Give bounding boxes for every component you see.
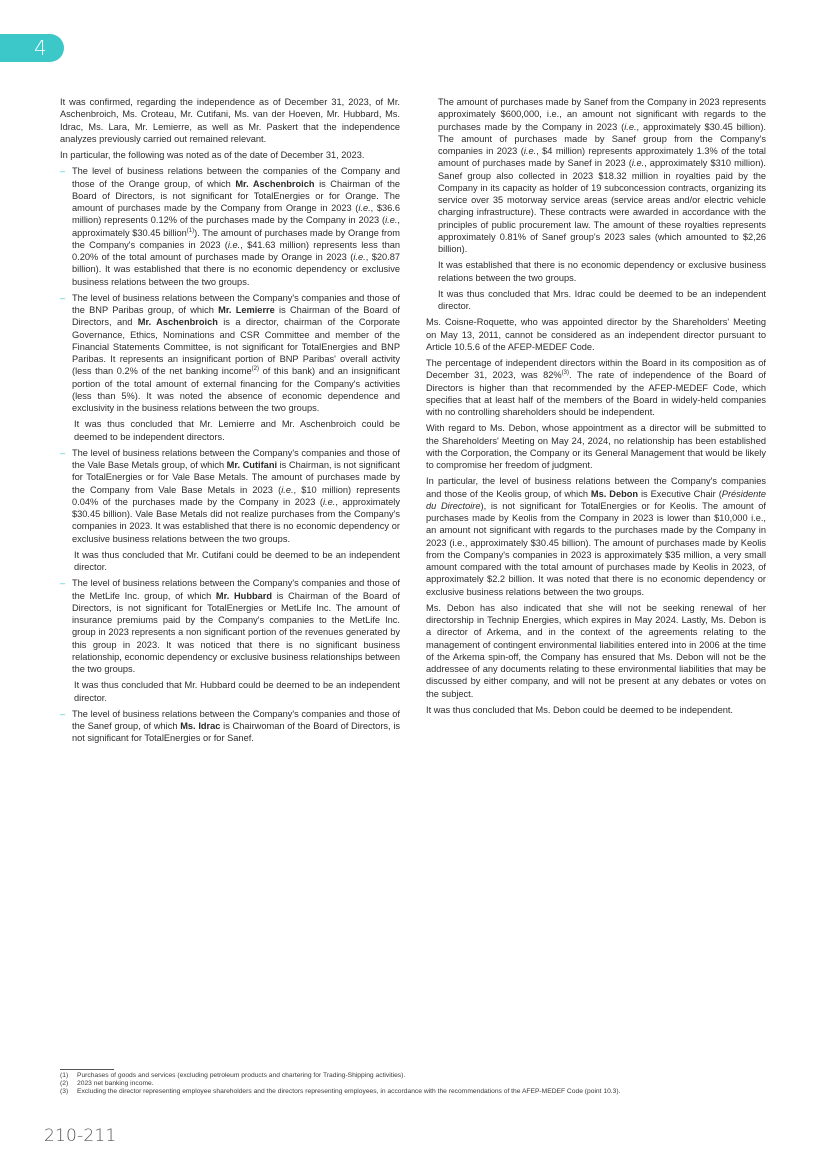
conclusion-hubbard: It was thus concluded that Mr. Hubbard could be deemed to be an independent director. [74,680,400,703]
footnote-text: 2023 net banking income. [77,1080,154,1087]
conclusion-lemierre-aschenbroich: It was thus concluded that Mr. Lemierre and Mr. Aschenbroich could be deemed to be independent directors. [74,419,400,442]
paragraph-keolis: In particular, the level of business relations between the Company's companies and those of the Keolis group, of which Ms. Debon is Executive Chair (Présidente du Directoire), is not significant for TotalEnergies or for Keolis. The amount of purchases made by Keolis from the Company in 2023 is lower than $10,000 i.e., an amount not significant with regards to the purchases made by the Company in 2023 (i.e., approximately $30.45 billion). The amount of purchases made by Keolis from the Company's companies in 2023 is approximately $35 million, a very small amount compared with the total amount of purchases made by Keolis in 2023, of approximately $2.2 billion. It was noted that there is no economic dependency or exclusive business relations between the two groups. [426,476,767,597]
footnote-item [60,1080,766,1088]
left-column [60,96,400,749]
chapter-tab [0,34,64,62]
paragraph-independence-percentage: The percentage of independent directors within the Board in its composition as of December 31, 2023, was 82%$^{(3)}$. The rate of independence of the Board of Directors is higher than that recommended by the AFEP-MEDEF Code, which specifies that at least half of the members of the Board in widely-held companies with no controlling shareholders should be independent. [426,358,767,417]
footnote-text: Excluding the director representing employee shareholders and the directors representing employees, in accordance with the recommendations of the AFEP-MEDEF Code (point 10.3). [77,1088,621,1095]
paragraph-debon-technip-arkema: Ms. Debon has also indicated that she will not be seeking renewal of her directorship in Technip Energies, which expires in May 2024. Lastly, Ms. Debon is a director of Arkema, and in the context of the agreements relating to the management of contingent environmental liabilities entered into in 2006 at the time of the Arkema spin-off, the Company has ensured that Ms. Debon will not be the addressee of any documents relating to these environmental liabilities that may be discussed by either company, and will not be present at any debates or votes on the subject. [426,602,766,699]
bullet-bnp-paribas: – The level of business relations between the Company's companies and those of the BNP Paribas group, of which Mr. Lemierre is Chairman of the Board of Directors, and Mr. Aschenbroich is a director, chairman of the Corporate Governance, Ethics, Nominations and CSR Committee and member of the Financial Statements Committee, is not significant for TotalEnergies and BNP Paribas. It represents an insignificant portion of BNP Paribas' overall activity (less than 0.2% of the net banking income$^{(2)}$ of this bank) and an insignificant portion of the total amount of external financing for the Company's activities (less than 5%). It was noted the absence of economic dependence and exclusivity in the business relations between the two groups. [60,292,400,415]
footnote-item [60,1088,766,1096]
footnote-item [60,1072,766,1080]
footnote-rule [60,1069,114,1070]
bullet-vale-base-metals: – The level of business relations between the Company's companies and those of the Vale Base Metals group, of which Mr. Cutifani is Chairman, is not significant for TotalEnergies or for Vale Base Metals. The amount of purchases made by the Company from Vale Base Metals in 2023 (i.e., $10 million) represents 0.04% of the purchases made by the Company in 2023 (i.e., approximately $30.45 billion). Vale Base Metals did not realize purchases from the Company's companies in 2023. It was established that there is no economic dependency or exclusive business relations between the two groups. [60,447,400,545]
conclusion-idrac: It was thus concluded that Mrs. Idrac could be deemed to be an independent director. [438,288,766,311]
conclusion-cutifani: It was thus concluded that Mr. Cutifani could be deemed to be an independent director. [74,549,400,572]
page-number: 210-211 [44,1126,117,1146]
bullet-sanef: – The level of business relations between the Company's companies and those of the Sanef group, of which Ms. Idrac is Chairwoman of the Board of Directors, is not significant for TotalEnergies or for Sanef. [60,708,400,745]
paragraph-particular: In particular, the following was noted as of the date of December 31, 2023. [60,150,365,160]
footnotes [60,1069,766,1096]
footnote-text: Purchases of goods and services (excluding petroleum products and chartering for Trading-Shipping activities). [77,1072,406,1079]
bullet-orange: – The level of business relations between the companies of the Company and those of the Orange group, of which Mr. Aschenbroich is Chairman of the Board of Directors, is not significant for TotalEnergies or for Orange. The amount of purchases made by the Company from Orange in 2023 (i.e., $36.6 million) represents 0.12% of the purchases made by the Company in 2023 (i.e., approximately $30.45 billion$^{(1)}$). The amount of purchases made by Orange from the Company's companies in 2023 (i.e., $41.63 million) represents less than 0.20% of the total amount of purchases made by Orange in 2023 (i.e., $20.87 billion). It was established that there is no economic dependency or exclusive business relations between the two groups. [60,165,400,288]
chapter-number: 4 [34,36,47,60]
paragraph-intro: It was confirmed, regarding the independence as of December 31, 2023, of Mr. Aschenbroich, Ms. Croteau, Mr. Cutifani, Ms. van der Hoeven, Mr. Hubbard, Ms. Idrac, Ms. Lara, Mr. Lemierre, as well as Mr. Paskert that the independence analyzes previously carried out remained relevant. [60,97,400,144]
paragraph-debon-appointment: With regard to Ms. Debon, whose appointment as a director will be submitted to the Shareholders' Meeting on May 24, 2024, no relationship has been established with the Corporation, the Company or its General Management that would be likely to compromise her freedom of judgment. [426,423,766,470]
footnote-number: (3) [60,1088,69,1095]
paragraph-sanef-purchases: The amount of purchases made by Sanef from the Company in 2023 represents approximately $600,000, i.e., an amount not significant with regards to the purchases made by the Company in 2023 (i.e., approximately $30.45 billion). The amount of purchases made by Sanef group from the Company's companies in 2023 (i.e., $4 million) represents approximately 1.3% of the total amount of purchases made by Sanef in 2023 (i.e., approximately $310 million). Sanef group also collected in 2023 $18.32 million in royalties paid by the Company in its capacity as holder of 19 subconcession contracts, organizing its service over 35 motorway service areas (service areas and/or electric vehicle charging infrastructure). These contracts were awarded in accordance with the principles of public procurement law. The amount of these royalties represents approximately 0.81% of Sanef group's 2023 sales (which amounted to $2,26 billion). [438,97,766,254]
footnote-number: (2) [60,1080,69,1087]
paragraph-sanef-no-dependency: It was established that there is no economic dependency or exclusive business relations between the two groups. [438,260,766,283]
bullet-metlife: – The level of business relations between the Company's companies and those of the MetLife Inc. group, of which Mr. Hubbard is Chairman of the Board of Directors, is not significant for TotalEnergies or MetLife Inc. The amount of insurance premiums paid by the Company's companies to the MetLife Inc. group in 2023 represents a non significant portion of the revenues generated by this group in 2023. It was noticed that there is no significant business relationship, economic dependency or exclusive business relationships between the two groups. [60,577,400,675]
conclusion-debon: It was thus concluded that Ms. Debon could be deemed to be independent. [426,704,733,715]
footnote-number: (1) [60,1072,69,1079]
paragraph-coisne-roquette: Ms. Coisne-Roquette, who was appointed director by the Shareholders' Meeting on May 13, 2011, cannot be considered as an independent director pursuant to Article 10.5.6 of the AFEP-MEDEF Code. [426,317,766,352]
right-column [426,96,766,720]
